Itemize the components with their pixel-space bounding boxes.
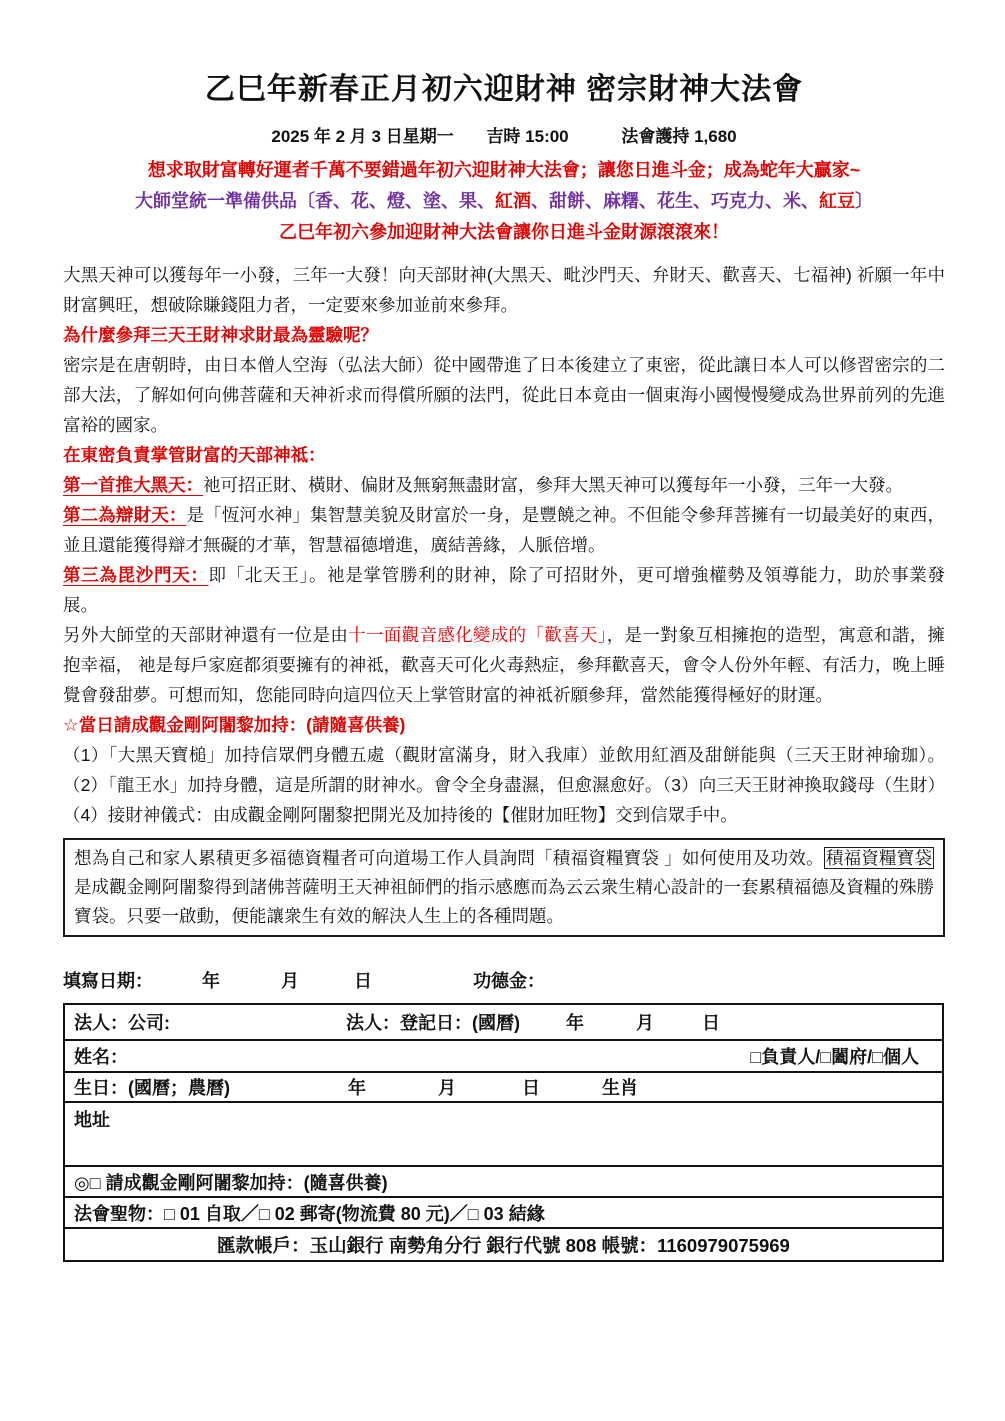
event-date: 2025 年 2 月 3 日星期一 xyxy=(271,127,454,146)
name-label: 姓名： xyxy=(74,1047,128,1067)
fill-year-label: 年 xyxy=(202,971,221,991)
event-datetime-line xyxy=(63,122,945,147)
deity-2-lead: 第二為辯財天： xyxy=(63,505,187,525)
birthday-day-label: 日 xyxy=(522,1078,540,1098)
sacred-items-row xyxy=(65,1196,942,1227)
fill-day-label: 日 xyxy=(354,971,373,991)
paragraph-deity-2 xyxy=(63,500,945,560)
supplies-line xyxy=(63,186,945,217)
corporate-company-label: 法人：公司: xyxy=(74,1013,170,1033)
supplies-prefix: 大師堂統一準備供品〔香、花、燈、塗、果、 xyxy=(135,191,495,211)
fill-month-label: 月 xyxy=(281,971,300,991)
zodiac-label: 生肖 xyxy=(602,1078,638,1098)
kangiten-after: ，是一對象互相擁抱的造型，寓意和諧，擁抱幸福， 祂是每戶家庭都須要擁有的神祗，歡喜天可化火毒熱症，參拜歡喜天，會令人份外年輕、有活力，晚上睡覺會發甜夢。可想而知，您能同時向這四位天上掌管財富的神祗祈願參拜，當然能獲得極好的財運。 xyxy=(63,625,946,705)
sacred-items-options: 法會聖物：□ 01 自取／□ 02 郵寄(物流費 80 元)／□ 03 結緣 xyxy=(74,1203,545,1224)
blessing-checkbox-text: ◎□ 請成觀金剛阿闍黎加持：(隨喜供養) xyxy=(74,1172,388,1193)
support-count: 法會護持 1,680 xyxy=(621,127,737,146)
body-text xyxy=(63,260,945,830)
blessing-checkbox-row xyxy=(65,1165,942,1196)
heading-why-worship: 為什麼參拜三天王財神求財最為靈驗呢？ xyxy=(63,325,378,345)
corporate-row xyxy=(65,1005,942,1039)
fill-date-label: 填寫日期： xyxy=(63,971,153,991)
supplies-red-wine: 紅酒 xyxy=(495,191,531,211)
birthday-month-label: 月 xyxy=(438,1078,456,1098)
deity-1-lead: 第一首推大黑天： xyxy=(63,475,203,495)
deity-3-text: 即「北天王」。祂是掌管勝利的財神，除了可招財外，更可增強權勢及領導能力，助於事業發展。 xyxy=(63,565,946,615)
registration-form-table xyxy=(63,1003,944,1262)
birthday-year-label: 年 xyxy=(348,1078,366,1098)
note-before: 想為自己和家人累積更多福德資糧者可向道場工作人員詢問「積福資糧寶袋 」如何使用及功效。 xyxy=(74,848,824,868)
corporate-month-label: 月 xyxy=(636,1013,654,1033)
paragraph-ritual-steps: （1）「大黑天寶槌」加持信眾們身體五處（觀財富滿身，財入我庫）並飲用紅酒及甜餅能與（三天王財神瑜珈）。（2）「龍王水」加持身體，這是所謂的財神水。會令全身盡濕，但愈濕愈好。（3）向三天王財神換取錢母（生財）（4）接財神儀式：由成觀金剛阿闍黎把開光及加持後的【催財加旺物】交到信眾手中。 xyxy=(63,745,945,825)
promo-line-2: 乙巳年初六參加迎財神大法會讓你日進斗金財源滾滾來！ xyxy=(279,222,729,242)
heading-blessing: ☆當日請成觀金剛阿闍黎加持：(請隨喜供養) xyxy=(63,715,406,735)
address-row xyxy=(65,1101,942,1165)
paragraph-deity-1 xyxy=(63,470,945,500)
supplies-mid: 、甜餅、麻糬、花生、巧克力、米、 xyxy=(531,191,819,211)
kangiten-before: 另外大師堂的天部財神還有一位是由 xyxy=(63,625,349,645)
deity-3-lead: 第三為毘沙門天： xyxy=(63,565,209,585)
event-time: 吉時 15:00 xyxy=(486,127,569,146)
name-row xyxy=(65,1039,942,1071)
bank-account-row xyxy=(65,1227,942,1260)
note-boxed-term: 積福資糧寶袋 xyxy=(825,848,933,868)
paragraph-kangiten xyxy=(63,620,945,710)
paragraph-intro: 大黑天神可以獲每年一小發，三年一大發！向天部財神(大黑天、毗沙門天、弁財天、歡喜天、七福神) 祈願一年中財富興旺，想破除賺錢阻力者，一定要來參加並前來參拜。 xyxy=(63,265,945,315)
birthday-label: 生日：(國曆；農曆) xyxy=(74,1078,230,1098)
paragraph-history: 密宗是在唐朝時，由日本僧人空海（弘法大師）從中國帶進了日本後建立了東密，從此讓日本人可以修習密宗的二部大法，了解如何向佛菩薩和天神祈求而得償所願的法門，從此日本竟由一個東海小國慢慢變成為世界前列的先進富裕的國家。 xyxy=(63,355,945,435)
fill-date-line xyxy=(63,967,945,993)
bank-account-text: 匯款帳戶：玉山銀行 南勢角分行 銀行代號 808 帳號：1160979075969 xyxy=(217,1234,790,1256)
note-after: 是成觀金剛阿闍黎得到諸佛菩薩明王天神祖師們的指示感應而為云云衆生精心設計的一套累積福德及資糧的殊勝寶袋。只要一啟動，便能讓衆生有效的解決人生上的各種問題。 xyxy=(74,877,934,926)
corporate-day-label: 日 xyxy=(702,1013,720,1033)
address-label: 地址 xyxy=(74,1110,110,1130)
name-type-checkboxes: □負責人/□闔府/□個人 xyxy=(750,1047,919,1067)
deity-1-text: 祂可招正財、橫財、偏財及無窮無盡財富，參拜大黑天神可以獲每年一小發，三年一大發。 xyxy=(203,475,903,495)
merit-money-label: 功德金： xyxy=(473,971,546,991)
page-title: 乙巳年新春正月初六迎財神 密宗財神大法會 xyxy=(204,73,804,106)
corporate-year-label: 年 xyxy=(566,1013,584,1033)
birthday-row xyxy=(65,1071,942,1101)
kangiten-red: 十一面觀音感化變成的「歡喜天」 xyxy=(348,625,607,645)
promo-line-1: 想求取財富轉好運者千萬不要錯過年初六迎財神大法會；讓您日進斗金；成為蛇年大贏家~ xyxy=(147,160,861,180)
supplies-red-bean: 紅豆 xyxy=(819,191,855,211)
paragraph-deity-3 xyxy=(63,560,945,620)
supplies-suffix: 〕 xyxy=(855,191,873,211)
treasure-bag-note-box xyxy=(63,838,945,937)
corporate-registration-label: 法人：登記日：(國曆) xyxy=(346,1013,520,1033)
deity-2-text: 是「恆河水神」集智慧美貌及財富於一身，是豐饒之神。不但能令參拜菩擁有一切最美好的東西，並且還能獲得辯才無礙的才華，智慧福德增進，廣結善緣，人脈倍增。 xyxy=(63,505,945,555)
heading-deities: 在東密負責掌管財富的天部神祗： xyxy=(63,445,326,465)
